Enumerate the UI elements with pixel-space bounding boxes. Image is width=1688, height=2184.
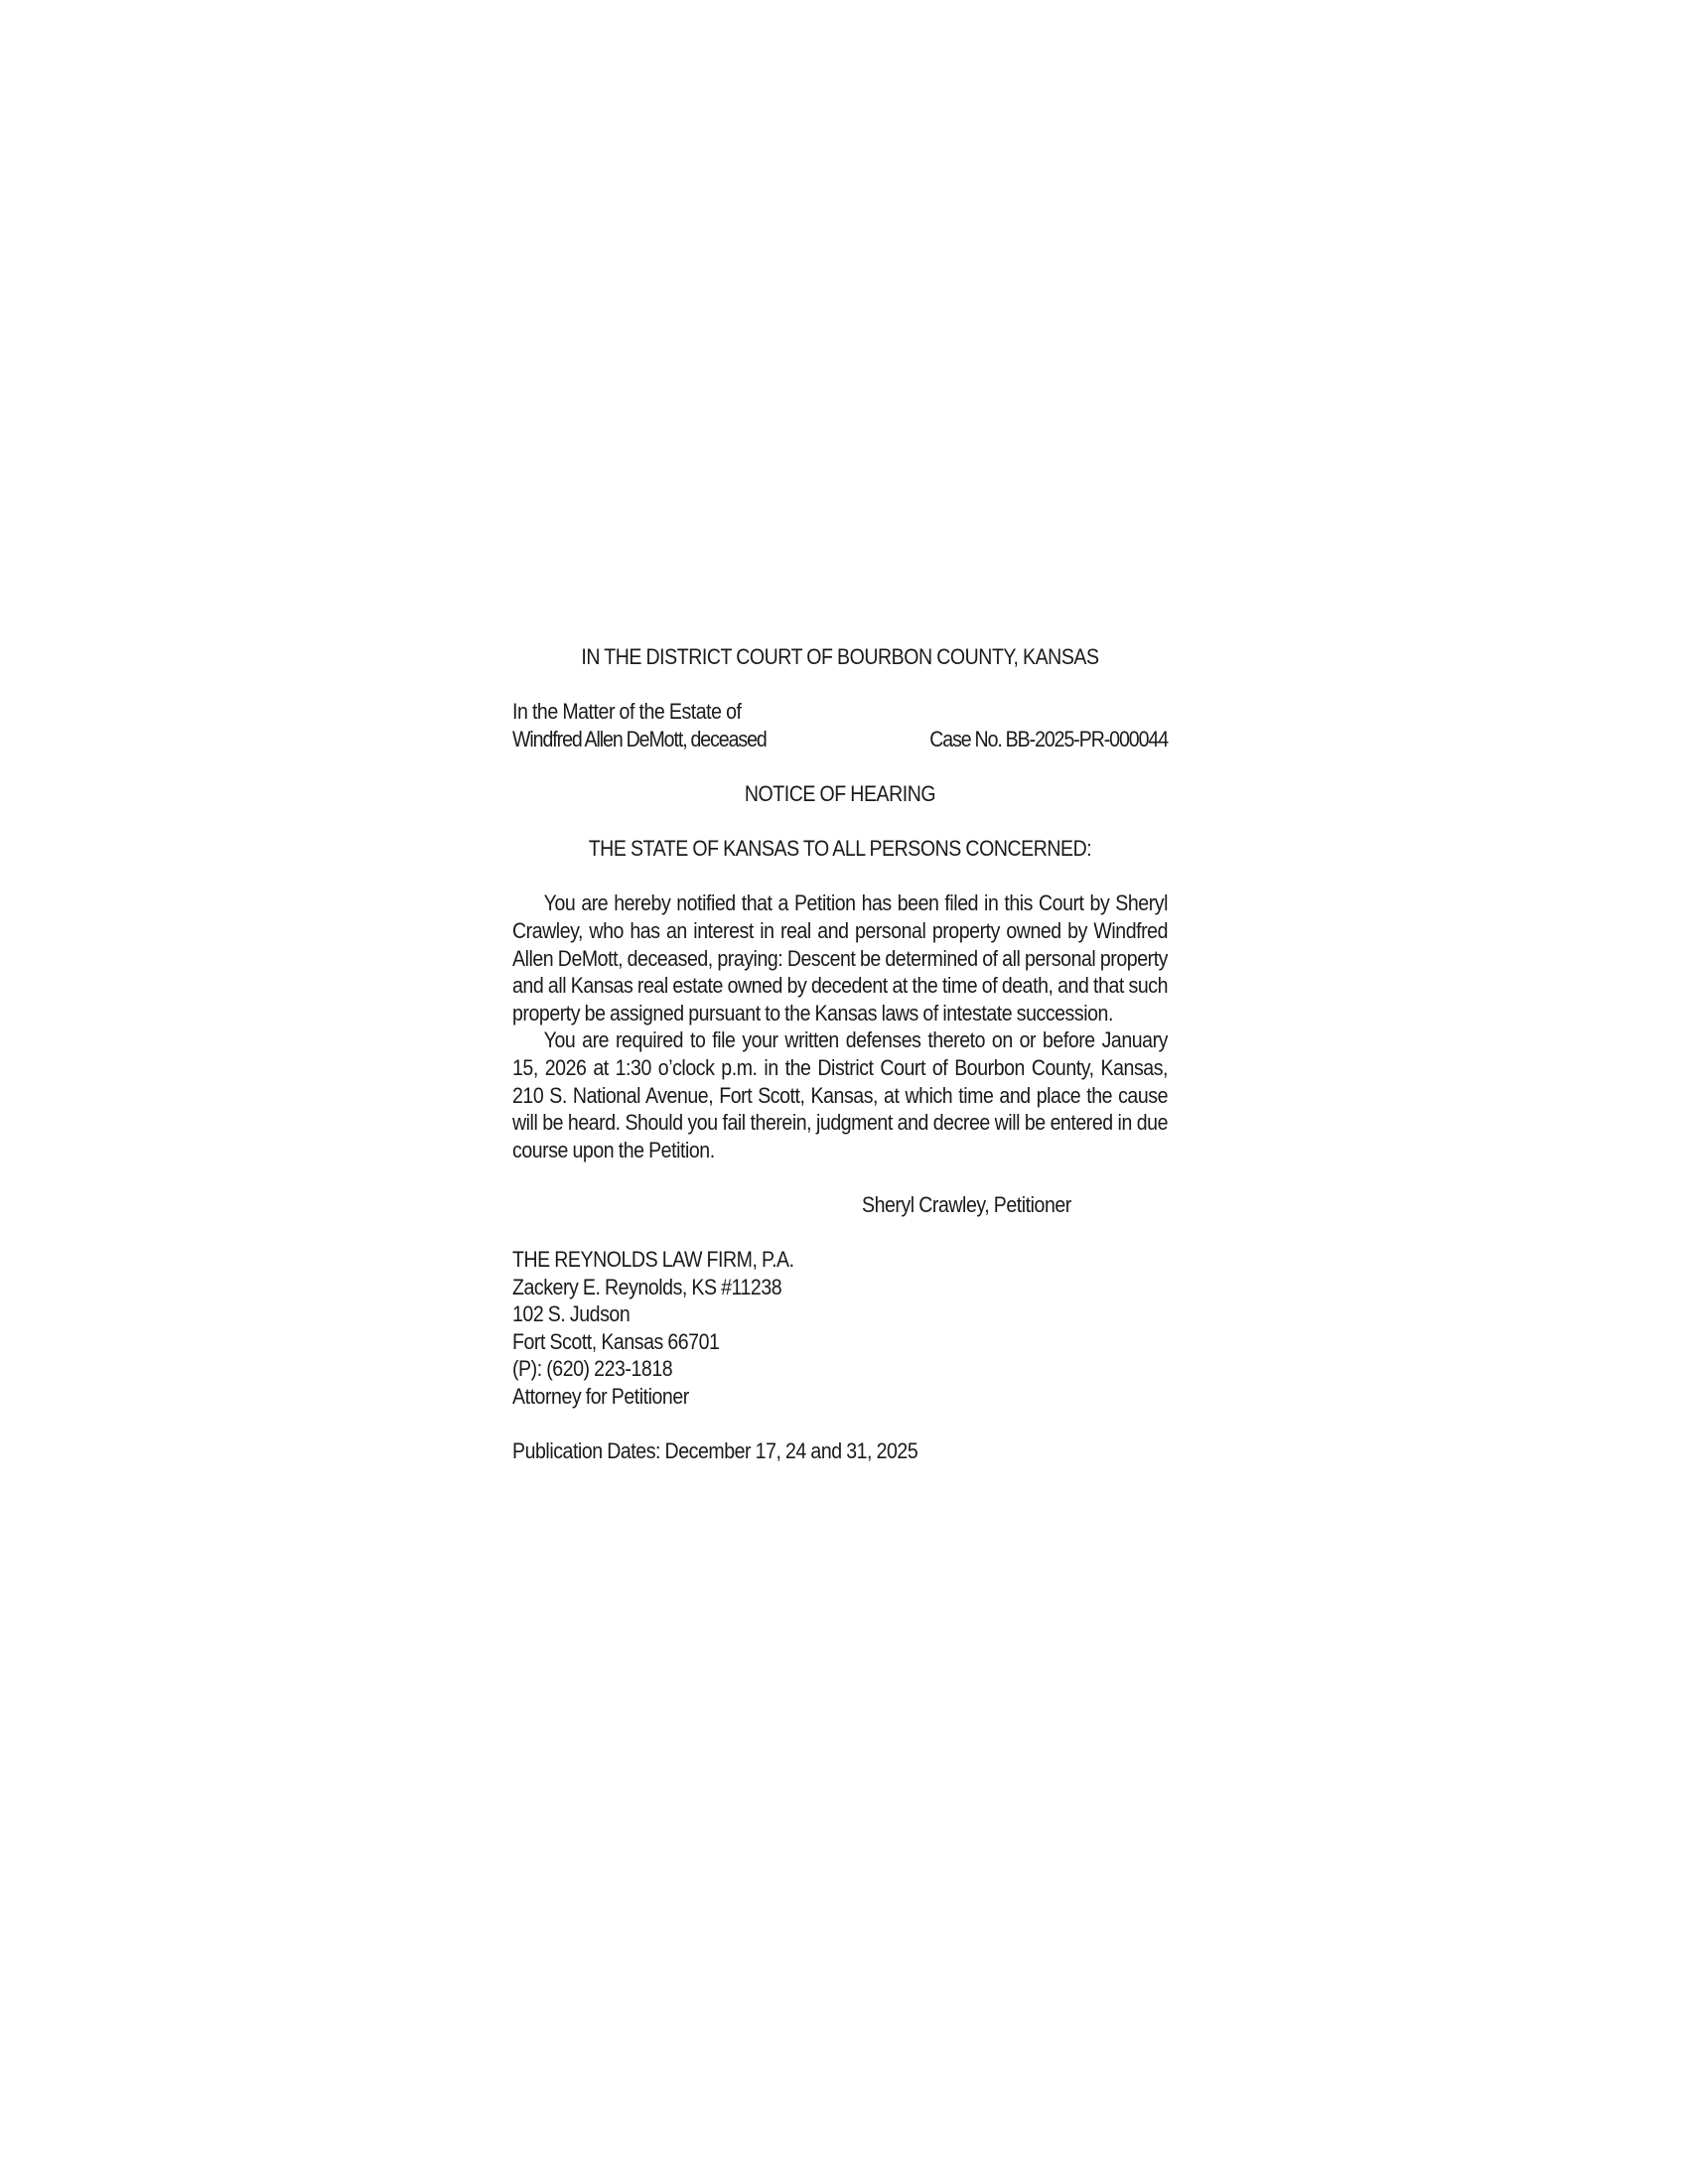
decedent-line: Windfred Allen DeMott, deceased	[512, 726, 767, 751]
publication-dates: Publication Dates: December 17, 24 and 31, 2025	[512, 1438, 918, 1464]
court-heading: IN THE DISTRICT COURT OF BOURBON COUNTY, KANSAS	[581, 644, 1099, 669]
case-caption	[512, 698, 1168, 752]
legal-notice	[512, 643, 1168, 1465]
attorney-name: Zackery E. Reynolds, KS #11238	[512, 1274, 782, 1299]
notice-paragraph: You are required to file your written defenses thereto on or before January 15, 2026 at 1:30 o’clock p.m. in the District Court of Bourbon County, Kansas, 210 S. National Avenue, Fort Scott, Kansas, at which time and place the cause will be heard. Should you fail therein, judgment and decree will be entered in due course upon the Petition.	[512, 1027, 1168, 1162]
addressee: THE STATE OF KANSAS TO ALL PERSONS CONCERNED:	[588, 836, 1092, 862]
attorney-role: Attorney for Petitioner	[512, 1384, 689, 1410]
notice-paragraph: You are hereby notified that a Petition has been filed in this Court by Sheryl Crawley, who has an interest in real and personal property owned by Windfred Allen DeMott, deceased, praying: Descent be determined of all personal property and all Kansas real estate owned by decedent at the time of death, and that such property be assigned pursuant to the Kansas laws of intestate succession.	[512, 890, 1168, 1025]
attorney-block	[512, 1246, 1168, 1411]
notice-title: NOTICE OF HEARING	[744, 780, 936, 806]
attorney-city: Fort Scott, Kansas 66701	[512, 1328, 720, 1354]
law-firm-name: THE REYNOLDS LAW FIRM, P.A.	[512, 1247, 794, 1273]
attorney-phone: (P): (620) 223-1818	[512, 1356, 673, 1382]
case-number: Case No. BB-2025-PR-000044	[929, 726, 1168, 751]
matter-line: In the Matter of the Estate of	[512, 699, 742, 725]
attorney-street: 102 S. Judson	[512, 1301, 631, 1327]
petitioner-signature: Sheryl Crawley, Petitioner	[862, 1191, 1071, 1217]
